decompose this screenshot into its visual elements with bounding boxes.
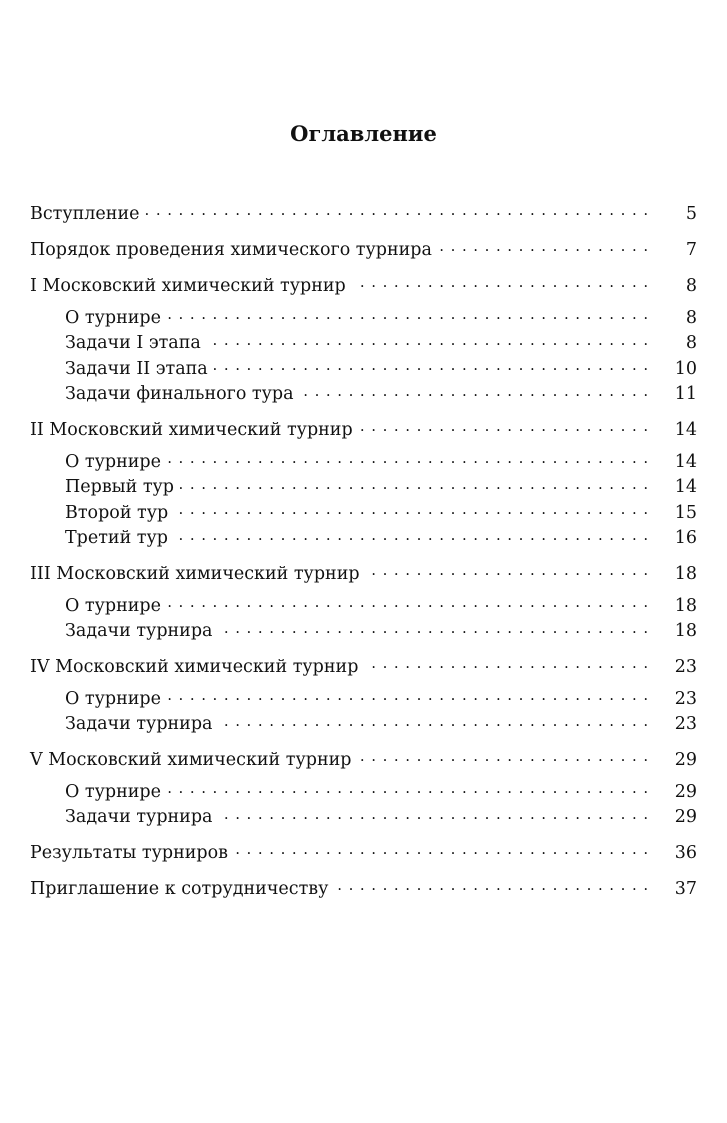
dot-leader	[438, 237, 649, 255]
toc-entry-page-number: 18	[674, 595, 697, 616]
toc-entry-title: Третий тур	[65, 526, 174, 552]
toc-entry-page-number: 29	[674, 807, 697, 827]
toc-entry-page-number: 29	[674, 749, 697, 770]
toc-entry-page-number: 37	[674, 878, 697, 899]
toc-entry-page-number: 18	[674, 621, 697, 641]
toc-entry-page-number: 29	[674, 781, 697, 802]
toc-entry-title: IV Московский химический турнир	[30, 655, 364, 681]
toc-entry-title: Вступление	[30, 202, 145, 228]
toc-entry-subsection[interactable]	[30, 475, 697, 501]
toc-entry-subsection[interactable]	[30, 382, 697, 408]
toc-entry-page-number: 14	[674, 451, 697, 472]
toc-entry-title: Задачи турнира	[65, 805, 219, 831]
toc-entry-subsection[interactable]	[30, 779, 697, 805]
toc-section	[30, 654, 697, 737]
toc-entry-page-number: 18	[674, 563, 697, 584]
toc-entry-page-number: 5	[685, 203, 697, 224]
dot-leader	[352, 273, 649, 291]
toc-entry-title: О турнире	[65, 306, 167, 332]
toc-section	[30, 417, 697, 551]
dot-leader	[167, 305, 649, 323]
toc-entry-subsection[interactable]	[30, 449, 697, 475]
dot-leader	[167, 686, 649, 704]
toc-entry-chapter[interactable]	[30, 747, 697, 773]
toc-entry-page-number: 15	[674, 502, 697, 523]
toc-entry-chapter[interactable]	[30, 654, 697, 680]
dot-leader	[358, 747, 650, 765]
toc-entry-title: О турнире	[65, 450, 167, 476]
dot-leader	[145, 201, 649, 219]
toc-section	[30, 237, 697, 263]
toc-entry-chapter[interactable]	[30, 417, 697, 443]
toc-entry-chapter[interactable]	[30, 561, 697, 587]
page-title: Оглавление	[290, 121, 437, 146]
toc-entry-subsection[interactable]	[30, 712, 697, 738]
toc-section	[30, 840, 697, 866]
toc-entry-chapter[interactable]	[30, 876, 697, 902]
toc-entry-subsection[interactable]	[30, 356, 697, 382]
dot-leader	[180, 475, 649, 493]
dot-leader	[214, 356, 649, 374]
toc-entry-page-number: 7	[685, 239, 697, 260]
toc-entry-title: V Московский химический турнир	[30, 748, 358, 774]
toc-entry-chapter[interactable]	[30, 273, 697, 299]
dot-leader	[174, 526, 649, 544]
toc-entry-page-number: 23	[674, 688, 697, 709]
toc-entry-title: Задачи I этапа	[65, 331, 207, 357]
toc-entry-title: II Московский химический турнир	[30, 418, 359, 444]
toc-entry-title: О турнире	[65, 594, 167, 620]
toc-entry-subsection[interactable]	[30, 805, 697, 831]
toc-section	[30, 876, 697, 902]
toc-entry-title: I Московский химический турнир	[30, 274, 352, 300]
toc-entry-page-number: 23	[674, 714, 697, 734]
dot-leader	[219, 712, 650, 730]
dot-leader	[167, 779, 649, 797]
toc-entry-subsection[interactable]	[30, 331, 697, 357]
toc-entry-chapter[interactable]	[30, 840, 697, 866]
dot-leader	[334, 876, 649, 894]
dot-leader	[167, 593, 649, 611]
toc-entry-title: О турнире	[65, 687, 167, 713]
toc-section	[30, 561, 697, 644]
dot-leader	[219, 805, 650, 823]
toc-entry-page-number: 8	[685, 275, 697, 296]
dot-leader	[234, 840, 649, 858]
toc-entry-title: Задачи турнира	[65, 619, 219, 645]
toc-entry-page-number: 8	[685, 333, 697, 353]
dot-leader	[359, 417, 649, 435]
toc-entry-page-number: 14	[674, 477, 697, 497]
dot-leader	[300, 382, 649, 400]
toc-entry-page-number: 23	[674, 656, 697, 677]
table-of-contents	[30, 201, 697, 902]
toc-entry-page-number: 11	[674, 384, 697, 404]
toc-entry-page-number: 36	[674, 842, 697, 863]
dot-leader	[366, 561, 649, 579]
dot-leader	[219, 619, 650, 637]
toc-entry-subsection[interactable]	[30, 305, 697, 331]
toc-section	[30, 273, 697, 407]
toc-entry-subsection[interactable]	[30, 500, 697, 526]
toc-entry-subsection[interactable]	[30, 619, 697, 645]
toc-entry-chapter[interactable]	[30, 237, 697, 263]
toc-entry-page-number: 16	[674, 528, 697, 548]
dot-leader	[364, 654, 649, 672]
toc-entry-title: Первый тур	[65, 475, 180, 501]
toc-entry-page-number: 8	[685, 307, 697, 328]
toc-entry-page-number: 14	[674, 419, 697, 440]
toc-entry-title: Второй тур	[65, 501, 174, 527]
toc-entry-title: Порядок проведения химического турнира	[30, 238, 438, 264]
toc-entry-title: Приглашение к сотрудничеству	[30, 877, 334, 903]
dot-leader	[174, 500, 649, 518]
toc-section	[30, 747, 697, 830]
toc-section	[30, 201, 697, 227]
toc-entry-title: Задачи турнира	[65, 712, 219, 738]
toc-entry-title: Результаты турниров	[30, 841, 234, 867]
toc-entry-subsection[interactable]	[30, 526, 697, 552]
toc-entry-page-number: 10	[674, 358, 697, 379]
dot-leader	[207, 331, 649, 349]
dot-leader	[167, 449, 649, 467]
toc-entry-title: Задачи финального тура	[65, 382, 300, 408]
toc-entry-title: Задачи II этапа	[65, 357, 214, 383]
toc-entry-title: III Московский химический турнир	[30, 562, 366, 588]
toc-entry-subsection[interactable]	[30, 686, 697, 712]
toc-entry-chapter[interactable]	[30, 201, 697, 227]
toc-entry-subsection[interactable]	[30, 593, 697, 619]
toc-entry-title: О турнире	[65, 780, 167, 806]
